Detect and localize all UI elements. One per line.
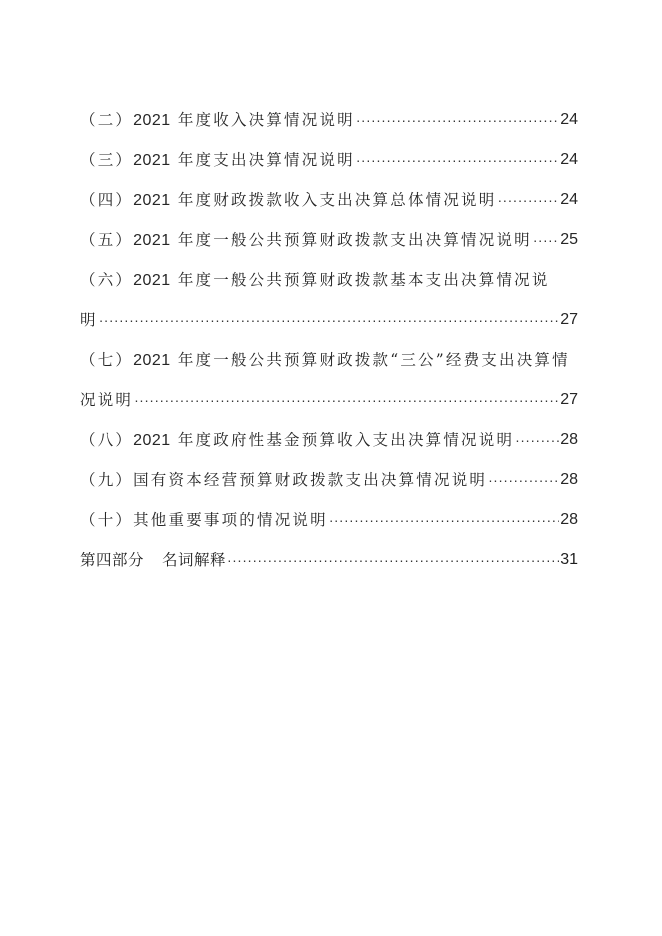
toc-entry-title: 年度政府性基金预算收入支出决算情况说明	[177, 431, 515, 449]
leader-dots	[488, 466, 559, 494]
toc-entry-6[interactable]	[80, 266, 578, 306]
toc-entry-prefix: （六）	[80, 271, 134, 289]
leader-dots	[134, 386, 559, 414]
toc-entry-continuation: 况说明	[80, 391, 134, 409]
toc-entry-year: 2021	[133, 432, 171, 449]
toc-part-label: 第四部分	[80, 551, 145, 569]
toc-entry-prefix: （七）	[80, 351, 134, 369]
toc-part-title: 名词解释	[162, 551, 227, 569]
toc-entry-prefix: （九）	[80, 471, 134, 489]
toc-page-number: 27	[560, 391, 578, 408]
toc-entry-title: 其他重要事项的情况说明	[133, 511, 328, 529]
toc-page-number: 28	[560, 511, 578, 528]
toc-entry-9[interactable]	[80, 466, 578, 506]
toc-entry-4[interactable]	[80, 186, 578, 226]
toc-entry-7[interactable]	[80, 346, 578, 386]
toc-entry-title: 年度一般公共预算财政拨款“三公”经费支出决算情	[177, 351, 570, 369]
toc-entry-year: 2021	[133, 192, 171, 209]
toc-entry-continuation: 明	[80, 311, 98, 329]
toc-entry-year: 2021	[133, 232, 171, 249]
leader-dots	[356, 106, 559, 134]
leader-dots	[497, 186, 559, 214]
toc-entry-title: 年度收入决算情况说明	[177, 111, 355, 129]
toc-entry-prefix: （二）	[80, 111, 134, 129]
toc-entry-prefix: （四）	[80, 191, 134, 209]
toc-page-number: 25	[560, 231, 578, 248]
toc-page-number: 31	[560, 551, 578, 568]
table-of-contents	[80, 106, 578, 586]
leader-dots	[533, 226, 559, 254]
toc-entry-7-continuation[interactable]	[80, 386, 578, 426]
toc-page-number: 28	[560, 431, 578, 448]
toc-entry-year: 2021	[133, 272, 171, 289]
toc-entry-year: 2021	[133, 352, 171, 369]
toc-entry-6-continuation[interactable]	[80, 306, 578, 346]
toc-entry-title: 年度财政拨款收入支出决算总体情况说明	[177, 191, 497, 209]
toc-entry-5[interactable]	[80, 226, 578, 266]
toc-page-number: 24	[560, 111, 578, 128]
toc-page-number: 28	[560, 471, 578, 488]
toc-entry-prefix: （八）	[80, 431, 134, 449]
toc-page-number: 24	[560, 191, 578, 208]
toc-part-4[interactable]	[80, 546, 578, 586]
toc-entry-prefix: （三）	[80, 151, 134, 169]
toc-entry-title: 年度支出决算情况说明	[177, 151, 355, 169]
toc-entry-title: 年度一般公共预算财政拨款基本支出决算情况说	[177, 271, 550, 289]
leader-dots	[515, 426, 559, 454]
toc-page-number: 27	[560, 311, 578, 328]
toc-entry-3[interactable]	[80, 146, 578, 186]
toc-entry-title: 年度一般公共预算财政拨款支出决算情况说明	[177, 231, 532, 249]
toc-entry-8[interactable]	[80, 426, 578, 466]
leader-dots	[356, 146, 559, 174]
leader-dots	[227, 546, 559, 574]
toc-entry-title: 国有资本经营预算财政拨款支出决算情况说明	[133, 471, 488, 489]
toc-entry-2[interactable]	[80, 106, 578, 146]
toc-entry-year: 2021	[133, 112, 171, 129]
toc-entry-prefix: （十）	[80, 511, 134, 529]
toc-entry-10[interactable]	[80, 506, 578, 546]
leader-dots	[99, 306, 560, 334]
leader-dots	[329, 506, 559, 534]
toc-entry-prefix: （五）	[80, 231, 134, 249]
toc-page-number: 24	[560, 151, 578, 168]
toc-entry-year: 2021	[133, 152, 171, 169]
